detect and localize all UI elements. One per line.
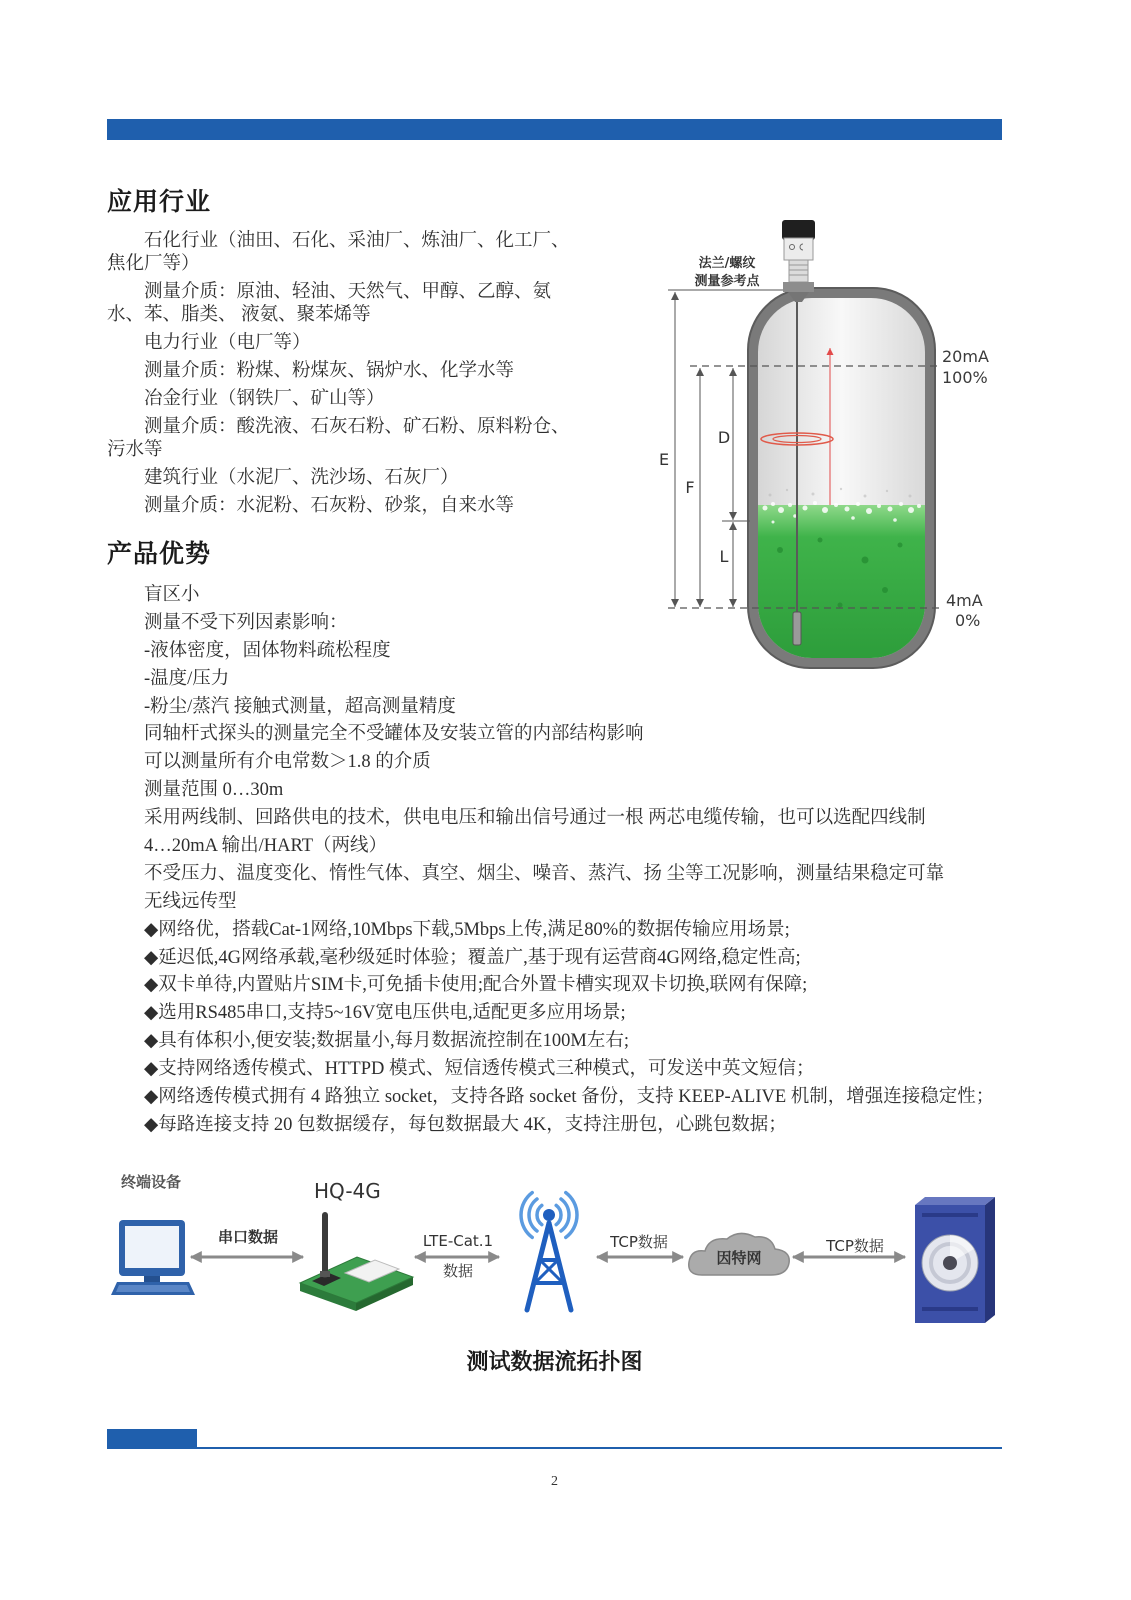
header-bar	[107, 119, 1002, 140]
dimension-e-label: E	[658, 450, 670, 469]
tank-level-diagram	[655, 210, 1000, 675]
industry-line: 石化行业（油田、石化、采油厂、炼油厂、化工厂、	[144, 231, 570, 251]
advantage-line: 可以测量所有介电常数＞1.8 的介质	[144, 752, 431, 773]
dimension-f-label: F	[685, 478, 695, 497]
cell-tower-icon	[521, 1193, 577, 1310]
advantage-line: 测量不受下列因素影响：	[144, 612, 348, 633]
industry-paragraph	[107, 230, 647, 276]
device-model-label: HQ-4G	[314, 1179, 381, 1203]
industry-paragraph	[107, 281, 647, 327]
industry-paragraph	[107, 360, 647, 383]
probe-tip	[793, 612, 801, 645]
feature-bullet: ◆支持网络透传模式、HTTPD 模式、短信透传模式三种模式，可发送中英文短信；	[144, 1059, 815, 1080]
high-current-label: 20mA	[942, 347, 989, 366]
high-percent-label: 100%	[942, 368, 988, 387]
serial-data-label: 串口数据	[217, 1228, 279, 1246]
industry-line: 污水等	[107, 440, 163, 460]
flange-label: 法兰/螺纹	[698, 256, 756, 271]
tcp-data-label-1: TCP数据	[610, 1233, 668, 1251]
advantage-line: 盲区小	[144, 585, 200, 605]
industry-line: 冶金行业（钢铁厂、矿山等）	[144, 389, 385, 409]
server-icon	[915, 1197, 995, 1323]
industries-list	[107, 230, 647, 523]
wireless-subheading: 无线远传型	[144, 891, 237, 912]
lte-data-label: 数据	[442, 1262, 474, 1280]
industry-line: 焦化厂等）	[107, 254, 200, 274]
industry-line: 测量介质：粉煤、粉煤灰、锅炉水、化学水等	[144, 361, 515, 381]
reference-point-label: 测量参考点	[694, 274, 760, 289]
feature-bullet: ◆每路连接支持 20 包数据缓存，每包数据最大 4K，支持注册包，心跳包数据；	[144, 1114, 787, 1135]
low-percent-label: 0%	[955, 611, 981, 630]
industry-paragraph	[107, 467, 647, 490]
feature-bullet: ◆网络优，搭载Cat-1网络,10Mbps下载,5Mbps上传,满足80%的数据传输应用场景;	[144, 919, 790, 940]
feature-bullet: ◆具有体积小,便安装;数据量小,每月数据流控制在100M左右;	[144, 1031, 629, 1052]
advantage-line: 同轴杆式探头的测量完全不受罐体及安装立管的内部结构影响	[144, 724, 644, 745]
industry-line: 电力行业（电厂等）	[144, 333, 311, 353]
internet-label: 因特网	[716, 1249, 762, 1267]
tank-liquid	[755, 488, 930, 665]
low-current-label: 4mA	[946, 591, 983, 610]
advantage-line: -粉尘/蒸汽 接触式测量，超高测量精度	[144, 696, 456, 717]
industry-paragraph	[107, 416, 647, 462]
industry-paragraph	[107, 332, 647, 355]
advantage-line: 采用两线制、回路供电的技术，供电电压和输出信号通过一根 两芯电缆传输，也可以选配四线制	[144, 808, 926, 829]
terminal-label: 终端设备	[121, 1173, 182, 1191]
computer-icon	[111, 1220, 195, 1295]
feature-bullet: ◆网络透传模式拥有 4 路独立 socket，支持各路 socket 备份，支持 KEEP-ALIVE 机制，增强连接稳定性；	[144, 1087, 995, 1108]
advantage-line: 4…20mA 输出/HART（两线）	[144, 836, 387, 857]
advantage-line: 测量范围 0…30m	[144, 780, 284, 801]
dtu-device-icon	[300, 1215, 413, 1311]
footer-block	[107, 1429, 197, 1449]
industry-line: 建筑行业（水泥厂、洗沙场、石灰厂）	[144, 468, 459, 488]
feature-bullet: ◆选用RS485串口,支持5~16V宽电压供电,适配更多应用场景;	[144, 1003, 626, 1024]
page-number: 2	[551, 1474, 558, 1489]
advantage-line: -液体密度，固体物料疏松程度	[144, 640, 391, 661]
industry-line: 测量介质：水泥粉、石灰粉、砂浆，自来水等	[144, 496, 515, 516]
lte-label: LTE-Cat.1	[422, 1232, 494, 1250]
radar-sensor-icon	[782, 220, 815, 302]
dimension-l-label: L	[719, 547, 729, 566]
tcp-data-label-2: TCP数据	[826, 1237, 884, 1255]
industry-paragraph	[107, 388, 647, 411]
industry-line: 水、苯、脂类、 液氨、聚苯烯等	[107, 305, 371, 325]
dimension-d-label: D	[717, 428, 731, 447]
industry-line: 测量介质：酸洗液、石灰石粉、矿石粉、原料粉仓、	[144, 417, 570, 437]
section-heading-industries: 应用行业	[107, 189, 212, 216]
footer-rule	[197, 1447, 1002, 1449]
advantage-line: 不受压力、温度变化、惰性气体、真空、烟尘、噪音、蒸汽、扬 尘等工况影响，测量结果稳定可靠	[144, 863, 945, 884]
industry-line: 测量介质：原油、轻油、天然气、甲醇、乙醇、氨	[144, 282, 552, 302]
section-heading-advantages: 产品优势	[107, 541, 212, 568]
topology-diagram	[107, 1165, 1002, 1330]
figure-caption: 测试数据流拓扑图	[466, 1349, 643, 1374]
industry-paragraph	[107, 495, 647, 518]
feature-bullet: ◆双卡单待,内置贴片SIM卡,可免插卡使用;配合外置卡槽实现双卡切换,联网有保障;	[144, 975, 808, 996]
advantage-line: -温度/压力	[144, 668, 230, 689]
feature-bullet: ◆延迟低,4G网络承载,毫秒级延时体验；覆盖广,基于现有运营商4G网络,稳定性高;	[144, 947, 801, 968]
